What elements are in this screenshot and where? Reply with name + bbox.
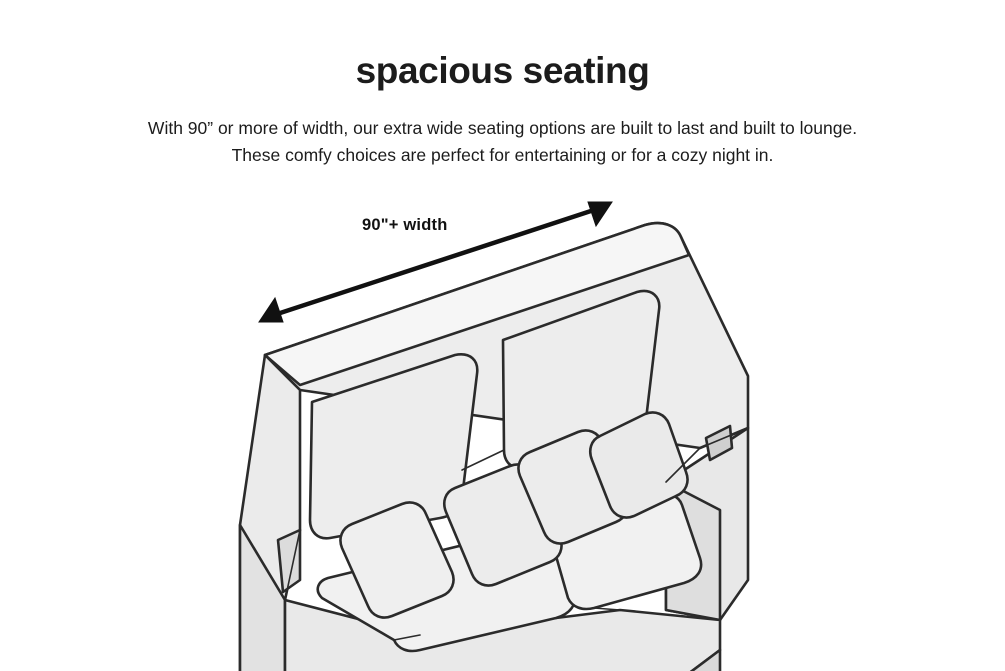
subtitle-line-1: With 90” or more of width, our extra wide seating options are built to last and built to lounge. <box>147 118 858 138</box>
sofa-diagram-svg <box>0 180 1005 671</box>
dimension-label: 90"+ width <box>362 216 448 234</box>
page-title: spacious seating <box>355 50 650 91</box>
sofa-illustration <box>0 180 1005 671</box>
subtitle-block <box>0 115 1005 169</box>
subtitle-line-2: These comfy choices are perfect for entertaining or for a cozy night in. <box>231 145 774 165</box>
